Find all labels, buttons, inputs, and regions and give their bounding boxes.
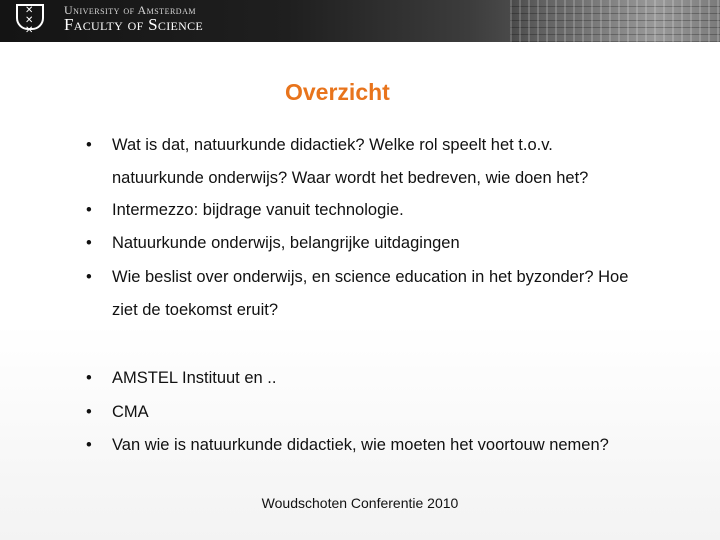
bullet-text: Wat is dat, natuurkunde didactiek? Welke rol speelt het t.o.v. natuurkunde onderwijs? Waar wordt het bedreven, wie doen het? [112,136,589,187]
bullet-text: Natuurkunde onderwijs, belangrijke uitdagingen [112,234,460,252]
university-logo: ✕ ✕ ✕ [16,0,46,42]
slide-title: Overzicht [285,79,390,105]
university-name: University of Amsterdam [64,3,196,17]
bullet-dot: • [86,136,92,154]
slide-footer: Woudschoten Conferentie 2010 [261,495,459,511]
bullet-dot: • [86,201,92,219]
building-photo [510,0,720,42]
bullet-dot: • [86,234,92,252]
bullet-dot: • [86,436,92,454]
bullet-text: Intermezzo: bijdrage vanuit technologie. [112,201,404,219]
faculty-name: Faculty of Science [64,15,204,34]
bullet-text: CMA [112,403,149,421]
header-banner [0,0,720,42]
bullet-dot: • [86,403,92,421]
bullet-dot: • [86,369,92,387]
bullet-text: AMSTEL Instituut en .. [112,369,277,387]
bullet-text: Wie beslist over onderwijs, en science education in het byzonder? Hoe ziet de toekomst eruit? [112,268,629,319]
bullet-text: Van wie is natuurkunde didactiek, wie moeten het voortouw nemen? [112,436,609,454]
bullet-dot: • [86,268,92,286]
